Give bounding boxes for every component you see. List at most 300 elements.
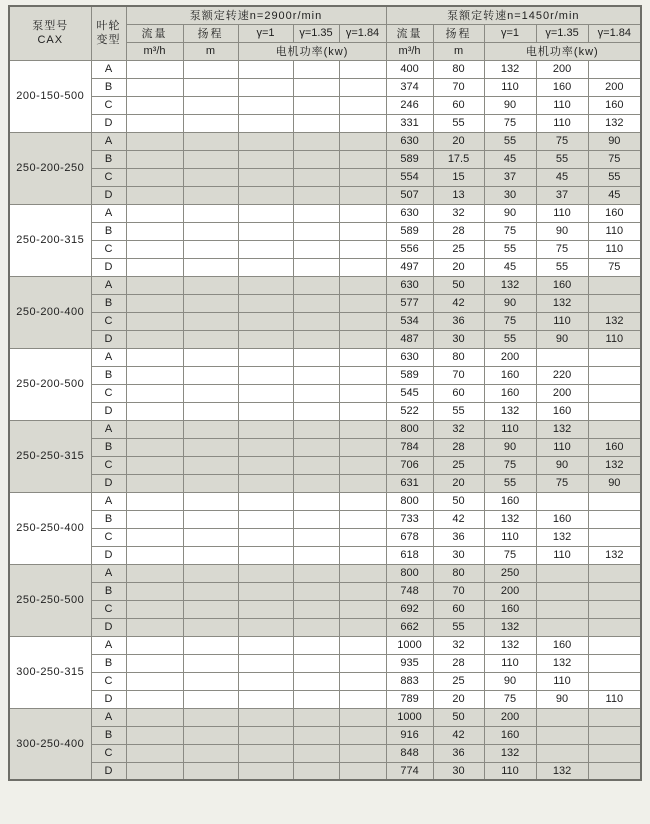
data-cell: 55 <box>484 330 536 348</box>
pump-model-cell: 250-200-400 <box>9 276 91 348</box>
impeller-variant-cell: B <box>91 510 126 528</box>
impeller-variant-cell: A <box>91 204 126 222</box>
data-cell <box>293 672 339 690</box>
data-cell <box>339 258 386 276</box>
data-cell: 848 <box>386 744 433 762</box>
data-cell: 55 <box>536 150 588 168</box>
table-row <box>9 294 641 312</box>
data-cell: 132 <box>484 60 536 78</box>
data-cell: 110 <box>536 114 588 132</box>
data-cell <box>293 726 339 744</box>
table-header <box>9 6 641 60</box>
impeller-variant-cell: D <box>91 762 126 780</box>
impeller-variant-cell: D <box>91 690 126 708</box>
data-cell <box>588 744 641 762</box>
table-row <box>9 456 641 474</box>
data-cell <box>293 168 339 186</box>
data-cell: 110 <box>536 312 588 330</box>
data-cell <box>238 564 293 582</box>
data-cell: 110 <box>484 420 536 438</box>
data-cell <box>126 654 183 672</box>
data-cell <box>126 204 183 222</box>
data-cell <box>339 600 386 618</box>
data-cell <box>183 60 238 78</box>
data-cell: 331 <box>386 114 433 132</box>
impeller-variant-cell: C <box>91 672 126 690</box>
pump-model-cell: 200-150-500 <box>9 60 91 132</box>
data-cell: 497 <box>386 258 433 276</box>
data-cell <box>339 294 386 312</box>
data-cell <box>126 96 183 114</box>
data-cell <box>588 366 641 384</box>
table-row <box>9 114 641 132</box>
data-cell <box>183 204 238 222</box>
pump-model-header-line1: 泵型号 <box>32 20 69 33</box>
data-cell <box>126 528 183 546</box>
data-cell <box>293 366 339 384</box>
data-cell: 487 <box>386 330 433 348</box>
data-cell <box>126 240 183 258</box>
data-cell: 160 <box>536 402 588 420</box>
data-cell: 80 <box>433 60 484 78</box>
data-cell <box>238 492 293 510</box>
data-cell <box>183 240 238 258</box>
table-row <box>9 222 641 240</box>
data-cell: 800 <box>386 492 433 510</box>
impeller-variant-cell: C <box>91 384 126 402</box>
data-cell <box>588 276 641 294</box>
impeller-variant-cell: B <box>91 726 126 744</box>
data-cell <box>238 474 293 492</box>
gamma1-header-2900: γ=1 <box>238 24 293 42</box>
data-cell: 70 <box>433 78 484 96</box>
flow-header-1450: 流量 <box>386 24 433 42</box>
table-row <box>9 204 641 222</box>
data-cell <box>339 474 386 492</box>
data-cell: 774 <box>386 762 433 780</box>
data-cell: 577 <box>386 294 433 312</box>
data-cell <box>339 564 386 582</box>
data-cell: 28 <box>433 438 484 456</box>
data-cell: 20 <box>433 132 484 150</box>
data-cell: 25 <box>433 456 484 474</box>
data-cell: 45 <box>536 168 588 186</box>
data-cell <box>339 240 386 258</box>
data-cell: 589 <box>386 150 433 168</box>
data-cell <box>238 150 293 168</box>
data-cell: 132 <box>484 276 536 294</box>
impeller-variant-cell: A <box>91 636 126 654</box>
data-cell: 200 <box>536 384 588 402</box>
data-cell <box>293 438 339 456</box>
impeller-variant-cell: A <box>91 60 126 78</box>
data-cell <box>183 510 238 528</box>
data-cell <box>183 600 238 618</box>
data-cell <box>293 60 339 78</box>
data-cell: 25 <box>433 672 484 690</box>
table-row <box>9 330 641 348</box>
data-cell <box>126 564 183 582</box>
pump-model-cell: 300-250-400 <box>9 708 91 780</box>
table-row <box>9 168 641 186</box>
table-row <box>9 600 641 618</box>
data-cell <box>183 708 238 726</box>
data-cell: 30 <box>433 330 484 348</box>
data-cell <box>183 366 238 384</box>
impeller-variant-cell: D <box>91 402 126 420</box>
data-cell: 90 <box>484 294 536 312</box>
data-cell <box>238 528 293 546</box>
data-cell <box>126 366 183 384</box>
data-cell <box>126 726 183 744</box>
data-cell <box>536 618 588 636</box>
data-cell <box>339 654 386 672</box>
data-cell <box>183 258 238 276</box>
data-cell <box>238 510 293 528</box>
impeller-variant-cell: B <box>91 366 126 384</box>
data-cell <box>238 582 293 600</box>
data-cell <box>293 636 339 654</box>
data-cell: 75 <box>484 690 536 708</box>
data-cell <box>339 708 386 726</box>
data-cell: 160 <box>588 96 641 114</box>
data-cell <box>588 60 641 78</box>
data-cell <box>238 348 293 366</box>
data-cell: 50 <box>433 492 484 510</box>
data-cell: 75 <box>536 240 588 258</box>
flow-header-2900: 流量 <box>126 24 183 42</box>
data-cell: 110 <box>484 528 536 546</box>
data-cell: 200 <box>484 708 536 726</box>
data-cell <box>588 510 641 528</box>
data-cell <box>293 528 339 546</box>
impeller-variant-cell: B <box>91 654 126 672</box>
data-cell <box>339 204 386 222</box>
data-cell: 90 <box>588 474 641 492</box>
data-cell: 160 <box>484 726 536 744</box>
data-cell: 916 <box>386 726 433 744</box>
data-cell <box>339 528 386 546</box>
data-cell: 90 <box>484 672 536 690</box>
data-cell: 110 <box>484 654 536 672</box>
data-cell <box>293 276 339 294</box>
data-cell <box>126 222 183 240</box>
data-cell <box>588 618 641 636</box>
data-cell <box>293 150 339 168</box>
data-cell <box>293 312 339 330</box>
data-cell <box>293 330 339 348</box>
data-cell: 132 <box>536 294 588 312</box>
data-cell: 55 <box>484 132 536 150</box>
data-cell <box>588 672 641 690</box>
data-cell <box>238 294 293 312</box>
data-cell <box>339 402 386 420</box>
data-cell: 556 <box>386 240 433 258</box>
head-unit-2900: m <box>183 42 238 60</box>
data-cell: 246 <box>386 96 433 114</box>
flow-unit-2900: m³/h <box>126 42 183 60</box>
data-cell <box>339 510 386 528</box>
data-cell: 132 <box>588 456 641 474</box>
data-cell: 110 <box>536 96 588 114</box>
gamma184-header-2900: γ=1.84 <box>339 24 386 42</box>
data-cell: 75 <box>484 312 536 330</box>
data-cell <box>339 114 386 132</box>
data-cell <box>126 582 183 600</box>
table-row <box>9 96 641 114</box>
data-cell: 110 <box>536 672 588 690</box>
data-cell: 15 <box>433 168 484 186</box>
head-unit-1450: m <box>433 42 484 60</box>
data-cell <box>293 654 339 672</box>
data-cell <box>183 132 238 150</box>
data-cell <box>126 60 183 78</box>
data-cell <box>588 762 641 780</box>
data-cell <box>126 708 183 726</box>
data-cell: 42 <box>433 726 484 744</box>
data-cell <box>126 294 183 312</box>
data-cell: 45 <box>484 150 536 168</box>
table-row <box>9 528 641 546</box>
data-cell: 90 <box>536 222 588 240</box>
table-row <box>9 240 641 258</box>
data-cell <box>339 438 386 456</box>
data-cell <box>183 726 238 744</box>
data-cell: 55 <box>588 168 641 186</box>
data-cell: 55 <box>484 474 536 492</box>
impeller-variant-cell: A <box>91 276 126 294</box>
data-cell <box>293 348 339 366</box>
data-cell <box>183 384 238 402</box>
table-row <box>9 690 641 708</box>
data-cell: 90 <box>536 456 588 474</box>
impeller-variant-cell: C <box>91 168 126 186</box>
data-cell: 733 <box>386 510 433 528</box>
data-cell <box>588 384 641 402</box>
data-cell <box>126 474 183 492</box>
data-cell <box>238 546 293 564</box>
data-cell: 630 <box>386 276 433 294</box>
data-cell: 631 <box>386 474 433 492</box>
impeller-variant-cell: D <box>91 114 126 132</box>
data-cell: 110 <box>536 546 588 564</box>
data-cell <box>293 492 339 510</box>
data-cell: 400 <box>386 60 433 78</box>
gamma135-header-1450: γ=1.35 <box>536 24 588 42</box>
data-cell: 132 <box>588 546 641 564</box>
data-cell <box>293 78 339 96</box>
data-cell <box>293 546 339 564</box>
data-cell <box>588 402 641 420</box>
data-cell: 36 <box>433 528 484 546</box>
impeller-variant-cell: D <box>91 618 126 636</box>
data-cell <box>339 546 386 564</box>
data-cell: 800 <box>386 420 433 438</box>
data-cell: 90 <box>536 330 588 348</box>
data-cell <box>126 168 183 186</box>
data-cell <box>238 276 293 294</box>
data-cell <box>183 690 238 708</box>
table-row <box>9 438 641 456</box>
data-cell <box>238 204 293 222</box>
data-cell: 36 <box>433 312 484 330</box>
data-cell <box>238 744 293 762</box>
data-cell: 883 <box>386 672 433 690</box>
data-cell: 132 <box>484 402 536 420</box>
data-cell: 545 <box>386 384 433 402</box>
table-body <box>9 60 641 780</box>
data-cell <box>126 402 183 420</box>
data-cell <box>293 456 339 474</box>
data-cell <box>238 384 293 402</box>
pump-model-header-line2: CAX <box>37 34 64 47</box>
data-cell <box>339 78 386 96</box>
gamma135-header-2900: γ=1.35 <box>293 24 339 42</box>
data-cell <box>183 78 238 96</box>
data-cell: 20 <box>433 258 484 276</box>
data-cell: 90 <box>484 438 536 456</box>
data-cell: 55 <box>433 114 484 132</box>
data-cell: 13 <box>433 186 484 204</box>
data-cell <box>588 492 641 510</box>
table-row <box>9 384 641 402</box>
data-cell <box>126 150 183 168</box>
data-cell: 30 <box>433 762 484 780</box>
data-cell <box>238 672 293 690</box>
data-cell: 160 <box>536 636 588 654</box>
data-cell: 692 <box>386 600 433 618</box>
data-cell <box>536 744 588 762</box>
data-cell <box>183 762 238 780</box>
data-cell: 25 <box>433 240 484 258</box>
data-cell: 200 <box>484 582 536 600</box>
data-cell <box>293 186 339 204</box>
data-cell: 45 <box>588 186 641 204</box>
data-cell <box>293 258 339 276</box>
impeller-variant-cell: D <box>91 546 126 564</box>
data-cell: 32 <box>433 420 484 438</box>
data-cell: 160 <box>484 384 536 402</box>
table-row <box>9 258 641 276</box>
data-cell <box>238 186 293 204</box>
impeller-variant-cell: A <box>91 564 126 582</box>
data-cell <box>183 420 238 438</box>
data-cell <box>126 330 183 348</box>
data-cell <box>339 312 386 330</box>
table-row <box>9 654 641 672</box>
table-row <box>9 510 641 528</box>
data-cell <box>588 420 641 438</box>
table-row <box>9 186 641 204</box>
data-cell <box>183 402 238 420</box>
data-cell <box>126 186 183 204</box>
data-cell <box>183 186 238 204</box>
flow-unit-1450: m³/h <box>386 42 433 60</box>
table-row <box>9 366 641 384</box>
data-cell: 706 <box>386 456 433 474</box>
impeller-variant-cell: C <box>91 744 126 762</box>
data-cell <box>238 654 293 672</box>
data-cell <box>238 258 293 276</box>
table-row <box>9 564 641 582</box>
data-cell: 160 <box>484 492 536 510</box>
data-cell: 32 <box>433 204 484 222</box>
impeller-variant-cell: C <box>91 600 126 618</box>
table-row <box>9 582 641 600</box>
impeller-variant-cell: B <box>91 582 126 600</box>
data-cell <box>238 60 293 78</box>
impeller-variant-cell: B <box>91 78 126 96</box>
data-cell <box>238 762 293 780</box>
data-cell <box>238 78 293 96</box>
data-cell <box>293 402 339 420</box>
data-cell: 160 <box>536 78 588 96</box>
gamma1-header-1450: γ=1 <box>484 24 536 42</box>
impeller-variant-header <box>91 6 126 60</box>
data-cell: 630 <box>386 204 433 222</box>
data-cell <box>126 312 183 330</box>
data-cell: 110 <box>588 330 641 348</box>
data-cell <box>339 726 386 744</box>
data-cell <box>126 114 183 132</box>
data-cell <box>183 474 238 492</box>
data-cell <box>339 150 386 168</box>
data-cell <box>238 402 293 420</box>
impeller-variant-cell: B <box>91 294 126 312</box>
data-cell <box>238 366 293 384</box>
data-cell: 17.5 <box>433 150 484 168</box>
data-cell <box>293 114 339 132</box>
impeller-variant-cell: C <box>91 240 126 258</box>
data-cell: 374 <box>386 78 433 96</box>
data-cell <box>293 222 339 240</box>
data-cell: 618 <box>386 546 433 564</box>
data-cell <box>588 726 641 744</box>
data-cell <box>588 348 641 366</box>
data-cell <box>126 258 183 276</box>
data-cell <box>126 348 183 366</box>
data-cell: 75 <box>484 222 536 240</box>
data-cell <box>588 708 641 726</box>
motor-power-header-1450: 电机功率(kw) <box>484 42 641 60</box>
data-cell <box>293 708 339 726</box>
data-cell: 132 <box>536 654 588 672</box>
data-cell: 1000 <box>386 708 433 726</box>
data-cell <box>183 312 238 330</box>
data-cell <box>339 420 386 438</box>
pump-model-cell: 250-200-315 <box>9 204 91 276</box>
data-cell: 132 <box>536 762 588 780</box>
data-cell: 37 <box>484 168 536 186</box>
impeller-variant-cell: A <box>91 420 126 438</box>
data-cell <box>126 636 183 654</box>
data-cell: 50 <box>433 276 484 294</box>
data-cell: 784 <box>386 438 433 456</box>
data-cell <box>238 132 293 150</box>
data-cell <box>293 240 339 258</box>
data-cell: 75 <box>484 546 536 564</box>
data-cell <box>238 240 293 258</box>
data-cell: 90 <box>588 132 641 150</box>
table-row <box>9 348 641 366</box>
data-cell <box>238 600 293 618</box>
pump-model-header <box>9 6 91 60</box>
data-cell <box>293 582 339 600</box>
data-cell <box>238 168 293 186</box>
data-cell <box>588 528 641 546</box>
section-title-1450: 泵额定转速n=1450r/min <box>386 6 641 24</box>
data-cell <box>339 60 386 78</box>
